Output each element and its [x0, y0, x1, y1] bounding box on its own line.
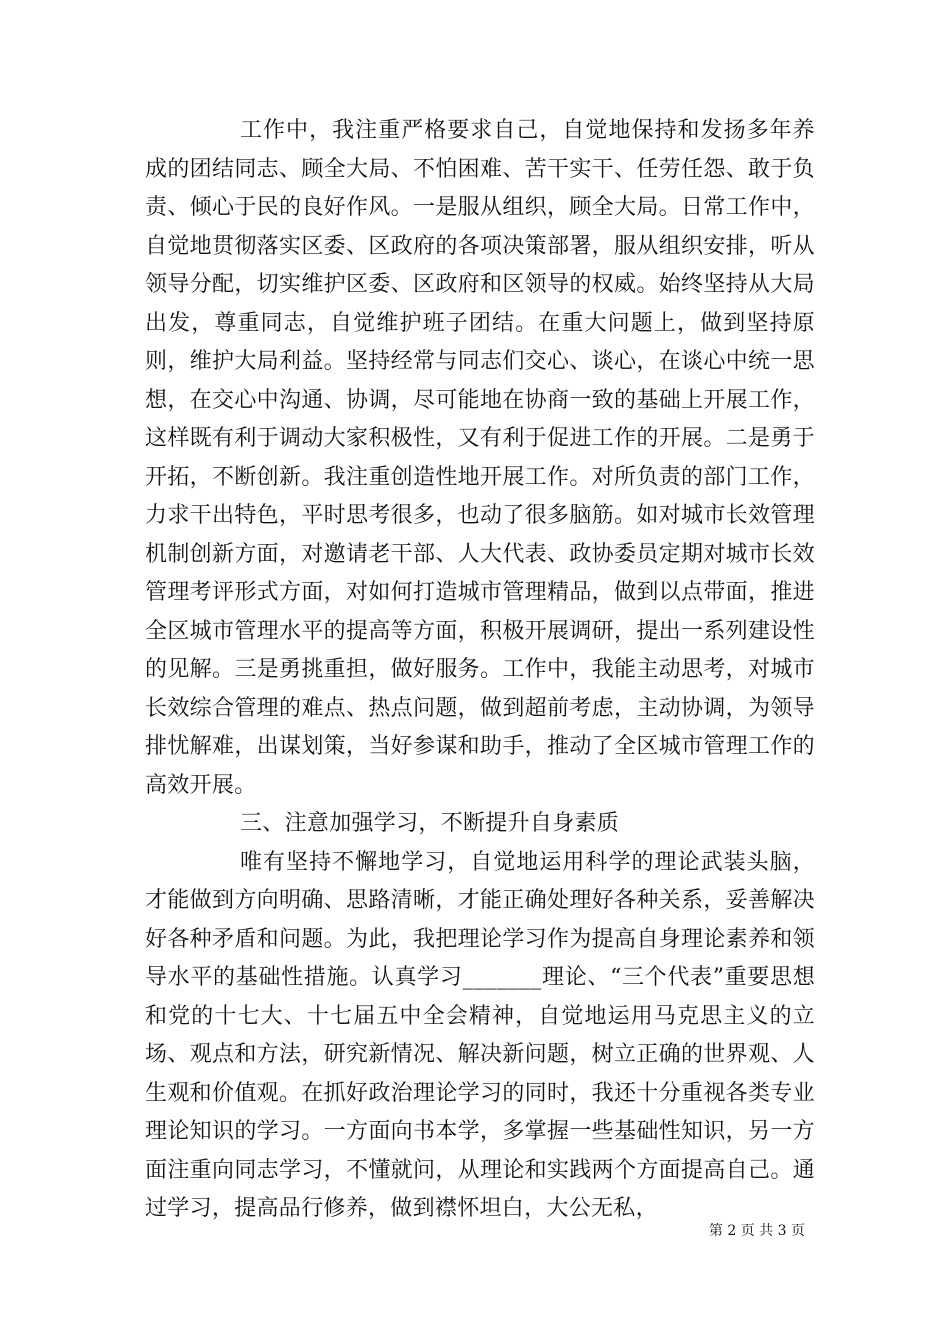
page-number-footer: 第 2 页 共 3 页 — [708, 1223, 805, 1239]
section-heading-study: 三、注意加强学习，不断提升自身素质 — [240, 811, 620, 836]
paragraph-study: 唯有坚持不懈地学习，自觉地运用科学的理论武装头脑，才能做到方向明确、思路清晰，才能正确处理好各种关系，妥善解决好各种矛盾和问题。为此，我把理论学习作为提高自身理论素养和领导水平的基础性措施。认真学习_______理论、“三个代表”重要思想和党的十七大、十七届五中全会精神，自觉地运用马克思主义的立场、观点和方法，研究新情况、解决新问题，树立正确的世界观、人生观和价值观。在抓好政治理论学习的同时，我还十分重视各类专业理论知识的学习。一方面向书本学，多掌握一些基础性知识，另一方面注重向同志学习，不懂就问，从理论和实践两个方面提高自己。通过学习，提高品行修养，做到襟怀坦白，大公无私， — [145, 849, 815, 1221]
paragraph-work-style: 工作中，我注重严格要求自己，自觉地保持和发扬多年养成的团结同志、顾全大局、不怕困难、苦干实干、任劳任怨、敢于负责、倾心于民的良好作风。一是服从组织，顾全大局。日常工作中，自觉地贯彻落实区委、区政府的各项决策部署，服从组织安排，听从领导分配，切实维护区委、区政府和区领导的权威。始终坚持从大局出发，尊重同志，自觉维护班子团结。在重大问题上，做到坚持原则，维护大局利益。坚持经常与同志们交心、谈心，在谈心中统一思想，在交心中沟通、协调，尽可能地在协商一致的基础上开展工作，这样既有利于调动大家积极性，又有利于促进工作的开展。二是勇于开拓，不断创新。我注重创造性地开展工作。对所负责的部门工作，力求干出特色，平时思考很多，也动了很多脑筋。如对城市长效管理机制创新方面，对邀请老干部、人大代表、政协委员定期对城市长效管理考评形式方面，对如何打造城市管理精品，做到以点带面，推进全区城市管理水平的提高等方面，积极开展调研，提出一系列建设性的见解。三是勇挑重担，做好服务。工作中，我能主动思考，对城市长效综合管理的难点、热点问题，做到超前考虑，主动协调，为领导排忧解难，出谋划策，当好参谋和助手，推动了全区城市管理工作的高效开展。 — [145, 118, 815, 798]
document-body — [145, 112, 815, 1229]
